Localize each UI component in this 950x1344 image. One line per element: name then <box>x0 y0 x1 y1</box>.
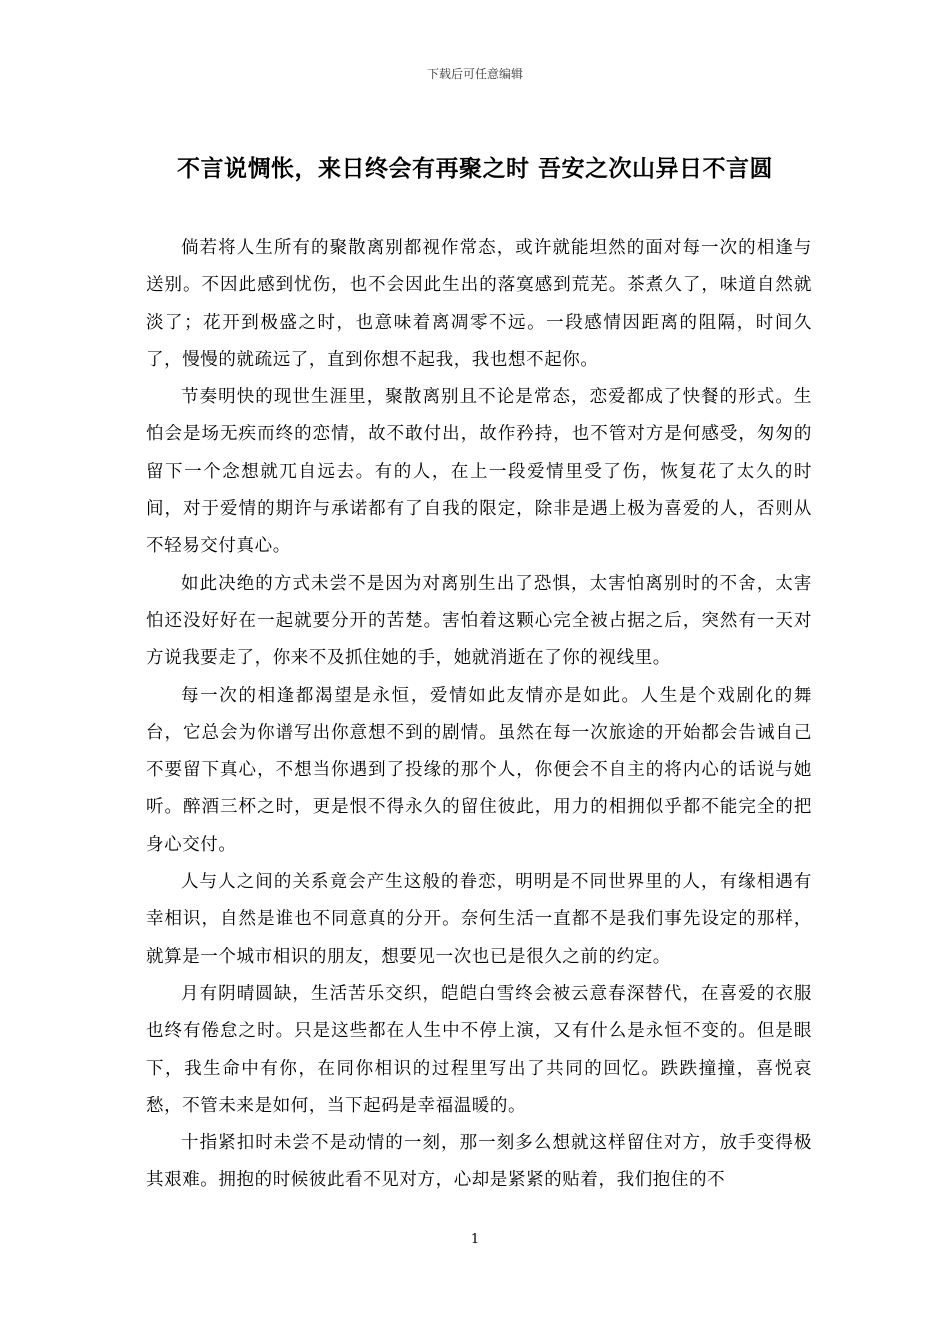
paragraph: 十指紧扣时未尝不是动情的一刻，那一刻多么想就这样留住对方，放手变得极其艰难。拥抱的时候彼此看不见对方，心却是紧紧的贴着，我们抱住的不 <box>146 1133 812 1191</box>
document-body <box>146 230 812 1200</box>
paragraph: 如此决绝的方式未尝不是因为对离别生出了恐惧，太害怕离别时的不舍，太害怕还没好好在一起就要分开的苦楚。害怕着这颗心完全被占据之后，突然有一天对方说我要走了，你来不及抓住她的手，她就消逝在了你的视线里。 <box>146 573 812 669</box>
paragraph: 每一次的相逢都渴望是永恒，爱情如此友情亦是如此。人生是个戏剧化的舞台，它总会为你谱写出你意想不到的剧情。虽然在每一次旅途的开始都会告诫自己不要留下真心，不想当你遇到了投缘的那个人，你便会不自主的将内心的话说与她听。醉酒三杯之时，更是恨不得永久的留住彼此，用力的相拥似乎都不能完全的把身心交付。 <box>146 685 812 855</box>
header-note: 下载后可任意编辑 <box>426 67 523 81</box>
paragraph: 节奏明快的现世生涯里，聚散离别且不论是常态，恋爱都成了快餐的形式。生怕会是场无疾而终的恋情，故不敢付出，故作矜持，也不管对方是何感受，匆匆的留下一个念想就兀自远去。有的人，在上一段爱情里受了伤，恢复花了太久的时间，对于爱情的期许与承诺都有了自我的限定，除非是遇上极为喜爱的人，否则从不轻易交付真心。 <box>146 387 812 557</box>
paragraph: 倘若将人生所有的聚散离别都视作常态，或许就能坦然的面对每一次的相逢与送别。不因此感到忧伤，也不会因此生出的落寞感到荒芜。茶煮久了，味道自然就淡了；花开到极盛之时，也意味着离凋零不远。一段感情因距离的阻隔，时间久了，慢慢的就疏远了，直到你想不起我，我也想不起你。 <box>146 238 812 370</box>
page-number: 1 <box>470 1232 480 1247</box>
paragraph: 月有阴晴圆缺，生活苦乐交织，皑皑白雪终会被云意春深替代，在喜爱的衣服也终有倦怠之时。只是这些都在人生中不停上演，又有什么是永恒不变的。但是眼下，我生命中有你，在同你相识的过程里写出了共同的回忆。跌跌撞撞，喜悦哀愁，不管未来是如何，当下起码是幸福温暖的。 <box>146 983 812 1116</box>
paragraph: 人与人之间的关系竟会产生这般的眷恋，明明是不同世界里的人，有缘相遇有幸相识，自然是谁也不同意真的分开。奈何生活一直都不是我们事先设定的那样，就算是一个城市相识的朋友，想要见一次也已是很久之前的约定。 <box>146 872 812 967</box>
document-title: 不言说惆怅，来日终会有再聚之时 吾安之次山异日不言圆 <box>176 155 773 182</box>
